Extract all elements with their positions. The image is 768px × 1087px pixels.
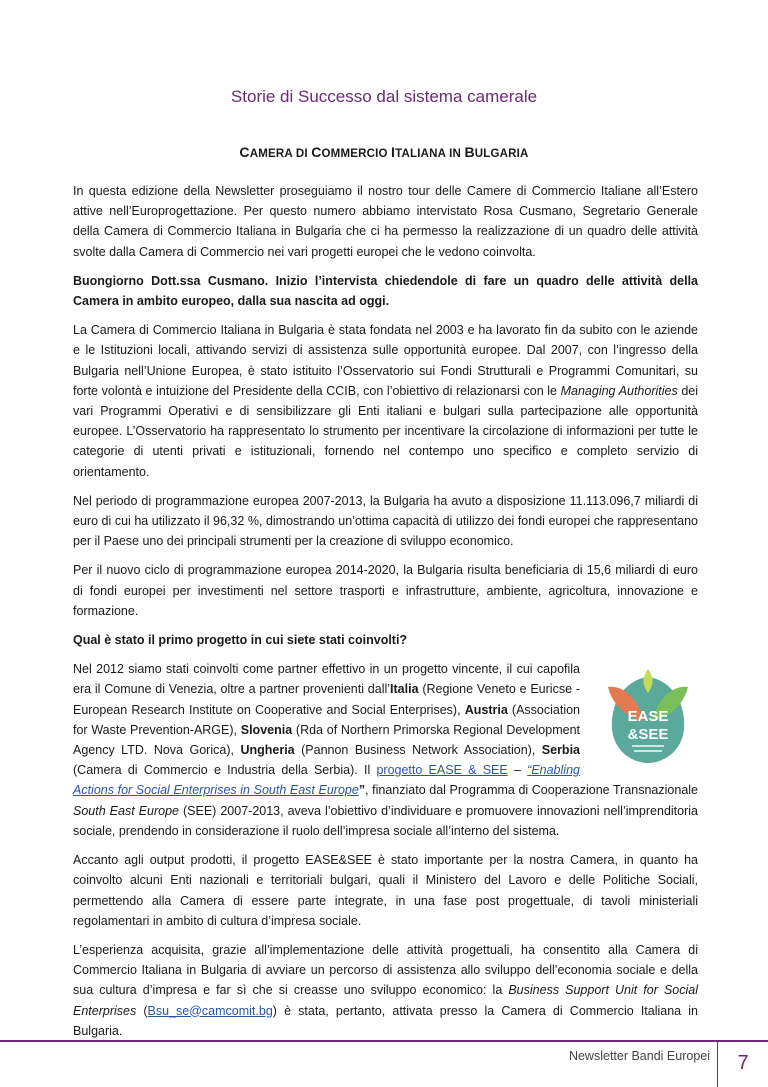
email-link[interactable]: Bsu_se@camcomit.bg (147, 1003, 273, 1018)
footer-newsletter-title: Newsletter Bandi Europei (568, 1049, 710, 1063)
answer-paragraph-5: Accanto agli output prodotti, il progetto EASE&SEE è stato importante per la nostra Camera, in quanto ha coinvolto alcuni Enti nazionali e territoriali bulgari, quali il Ministero del Lavoro e delle Politiche Sociali, permettendo alla Camera di essere parte integrate, in una fase post progettuale, di tavoli ministeriali regolamentari in ambito di cultura d’impresa sociale. (73, 853, 698, 928)
enabling-actions-link[interactable]: “Enabling Actions for Social Enterprises in South East Europe (73, 763, 580, 798)
question-2: Qual è stato il primo progetto in cui siete stati coinvolti? (73, 633, 408, 648)
logo-text-2: &SEE (627, 726, 669, 744)
answer-paragraph-4: EASE &SEE Nel 2012 siamo stati coinvolti come partner effettivo in un progetto vincente, il cui capofila era il Comune di Venezia, oltre a partner provenienti dall’Italia (Regione Veneto e Euricse - European Research Institute on Cooperative and Social Enterprises), Austria (Association for Waste Prevention-ARGE), Slovenia (Rda of Northern Primorska Regional Development Agency LTD. Nova Gorica), Ungheria (Pannon Business Network Association), Serbia (Camera di Commercio e Industria della Serbia). Il progetto EASE & SEE – “Enabling Actions for Social Enterprises in South East Europe”, finanziato dal Programma di Cooperazione Transnazionale South East Europe (SEE) 2007-2013, aveva l’obiettivo d’individuare e promuovere innovazioni nell’imprenditoria sociale, prendendo in considerazione il ruolo dell’impresa sociale all’interno del sistema. (73, 659, 698, 841)
answer-paragraph-6: L’esperienza acquisita, grazie all’implementazione delle attività progettuali, ha consentito alla Camera di Commercio Italiana in Bulgaria di avviare un percorso di assistenza allo sviluppo dell’economia sociale e della sua cultura d’impresa e far sì che si creasse uno sviluppo economico: la Business Support Unit for Social Enterprises (Bsu_se@camcomit.bg) è stata, pertanto, attivata presso la Camera di Commercio Italiana in Bulgaria. (73, 942, 699, 1038)
intro-paragraph: In questa edizione della Newsletter proseguiamo il nostro tour delle Camere di Commercio Italiane all’Estero attive nell’Europrogettazione. Per questo numero abbiamo intervistato Rosa Cusmano, Segretario Generale della Camera di Commercio Italiana in Bulgaria che ci ha permesso la realizzazione di un quadro delle attività svolte dalla Camera di Commercio nei vari progetti europei che le vedono coinvolta. (73, 184, 698, 259)
article-subtitle: CAMERA DI COMMERCIO ITALIANA IN BULGARIA (239, 144, 529, 160)
answer-paragraph-3: Per il nuovo ciclo di programmazione europea 2014-2020, la Bulgaria risulta beneficiaria di 15,6 miliardi di euro di fondi europei per investimenti nel settore trasporti e infrastrutture, ambiente, agricoltura, innovazione e formazione. (73, 563, 698, 618)
page-number: 7 (737, 1052, 749, 1074)
article-body (73, 181, 698, 1050)
footer-divider (0, 1040, 768, 1042)
page-title: Storie di Successo dal sistema camerale (230, 87, 538, 106)
answer-paragraph-2: Nel periodo di programmazione europea 2007-2013, la Bulgaria ha avuto a disposizione 11.113.096,7 miliardi di euro di cui ha utilizzato il 96,32 %, dimostrando un’ottima capacità di utilizzo dei fondi europei che rappresentano per il Paese uno dei principali strumenti per la creazione di sviluppo economico. (73, 493, 698, 549)
logo-text-1: EASE (627, 708, 669, 726)
project-link[interactable]: progetto EASE & SEE (376, 763, 508, 778)
answer-paragraph-1: La Camera di Commercio Italiana in Bulgaria è stata fondata nel 2003 e ha lavorato fin da subito con le aziende e le Istituzioni locali, attivando servizi di assistenza sulle opportunità europee. Dal 2007, con l’ingresso della Bulgaria nell’Unione Europea, è stato istituito l’Osservatorio sui Fondi Strutturali e Programmi Comunitari, su forte volontà e intuizione del Presidente della CCIB, con l’obiettivo di relazionarsi con le Managing Authorities dei vari Programmi Operativi e di sensibilizzare gli Enti italiani e bulgari sulla partecipazione alle opportunità europee. L’Osservatorio ha rappresentato lo strumento per incentivare la circolazione di informazioni per tutte le categorie di utenti privati e istituzionali, fornendo nel contempo uno specifico e completo servizio di orientamento. (73, 323, 699, 479)
ease-see-logo (598, 659, 698, 769)
question-1: Buongiorno Dott.ssa Cusmano. Inizio l’intervista chiedendole di fare un quadro delle attività della Camera in ambito europeo, dalla sua nascita ad oggi. (73, 273, 698, 309)
